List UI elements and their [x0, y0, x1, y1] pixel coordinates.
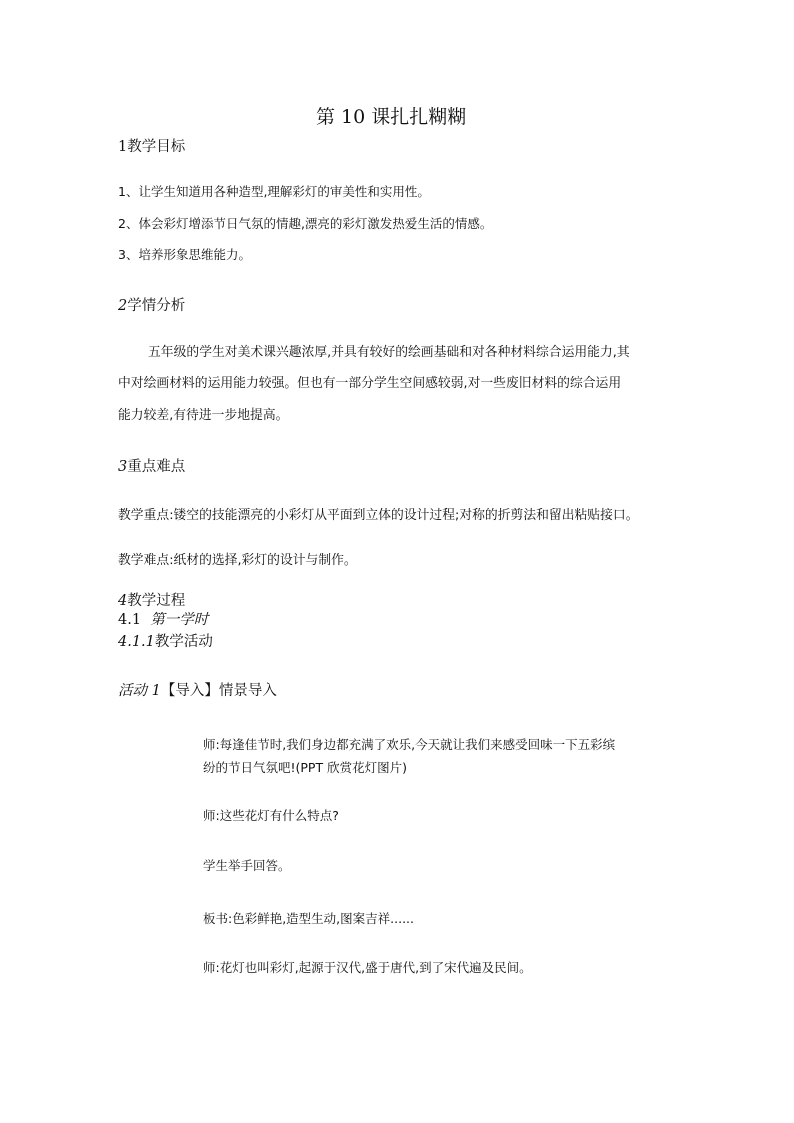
dialogue-line: 师:每逢佳节时,我们身边都充满了欢乐,今天就让我们来感受回味一下五彩缤 — [203, 737, 616, 752]
activity-heading — [118, 684, 277, 699]
activity-prefix: 活动 1 — [118, 683, 161, 699]
dialogue-line: 纷的节日气氛吧!(PPT 欣赏花灯图片) — [203, 760, 407, 775]
subsection-heading-first-period — [118, 613, 208, 628]
analysis-line-2: 中对绘画材料的运用能力较强。但也有一部分学生空间感较弱,对一些废旧材料的综合运用 — [118, 376, 622, 391]
goal-item-3: 3、培养形象思维能力。 — [118, 247, 251, 262]
section-number: 4 — [118, 593, 128, 609]
section-heading-key-points — [118, 460, 185, 475]
activity-label: 【导入】情景导入 — [160, 683, 277, 699]
section-heading-teaching-goals — [118, 140, 185, 155]
section-number: 2 — [118, 298, 128, 314]
section-label: 教学过程 — [127, 593, 186, 609]
section-label: 重点难点 — [127, 459, 186, 475]
subsection-label: 教学活动 — [154, 634, 213, 650]
page-title: 第 10 课扎扎糊糊 — [316, 106, 467, 128]
dialogue-line: 师:这些花灯有什么特点? — [203, 808, 339, 823]
analysis-line-1: 五年级的学生对美术课兴趣浓厚,并具有较好的绘画基础和对各种材料综合运用能力,其 — [148, 345, 630, 360]
section-number: 3 — [118, 459, 128, 475]
section-label: 教学目标 — [127, 139, 186, 155]
dialogue-line: 学生举手回答。 — [203, 858, 291, 873]
subsection-number: 4.1 — [118, 612, 142, 628]
goal-item-2: 2、体会彩灯增添节日气氛的情趣,漂亮的彩灯激发热爱生活的情感。 — [118, 216, 493, 231]
section-heading-teaching-process — [118, 594, 185, 609]
dialogue-line: 板书:色彩鲜艳,造型生动,图案吉祥...... — [203, 911, 414, 926]
analysis-line-3: 能力较差,有待进一步地提高。 — [118, 408, 289, 423]
subsection-heading-teaching-activity — [118, 635, 213, 650]
section-number: 1 — [118, 139, 128, 155]
dialogue-line: 师:花灯也叫彩灯,起源于汉代,盛于唐代,到了宋代遍及民间。 — [203, 960, 532, 975]
subsection-number: 4.1.1 — [118, 634, 155, 650]
key-point-text: 教学重点:镂空的技能漂亮的小彩灯从平面到立体的设计过程;对称的折剪法和留出粘贴接口。 — [118, 508, 639, 523]
subsection-label: 第一学时 — [150, 612, 209, 628]
goal-item-1: 1、让学生知道用各种造型,理解彩灯的审美性和实用性。 — [118, 184, 430, 199]
difficulty-text: 教学难点:纸材的选择,彩灯的设计与制作。 — [118, 553, 357, 568]
section-heading-student-analysis — [118, 299, 185, 314]
section-label: 学情分析 — [127, 298, 186, 314]
